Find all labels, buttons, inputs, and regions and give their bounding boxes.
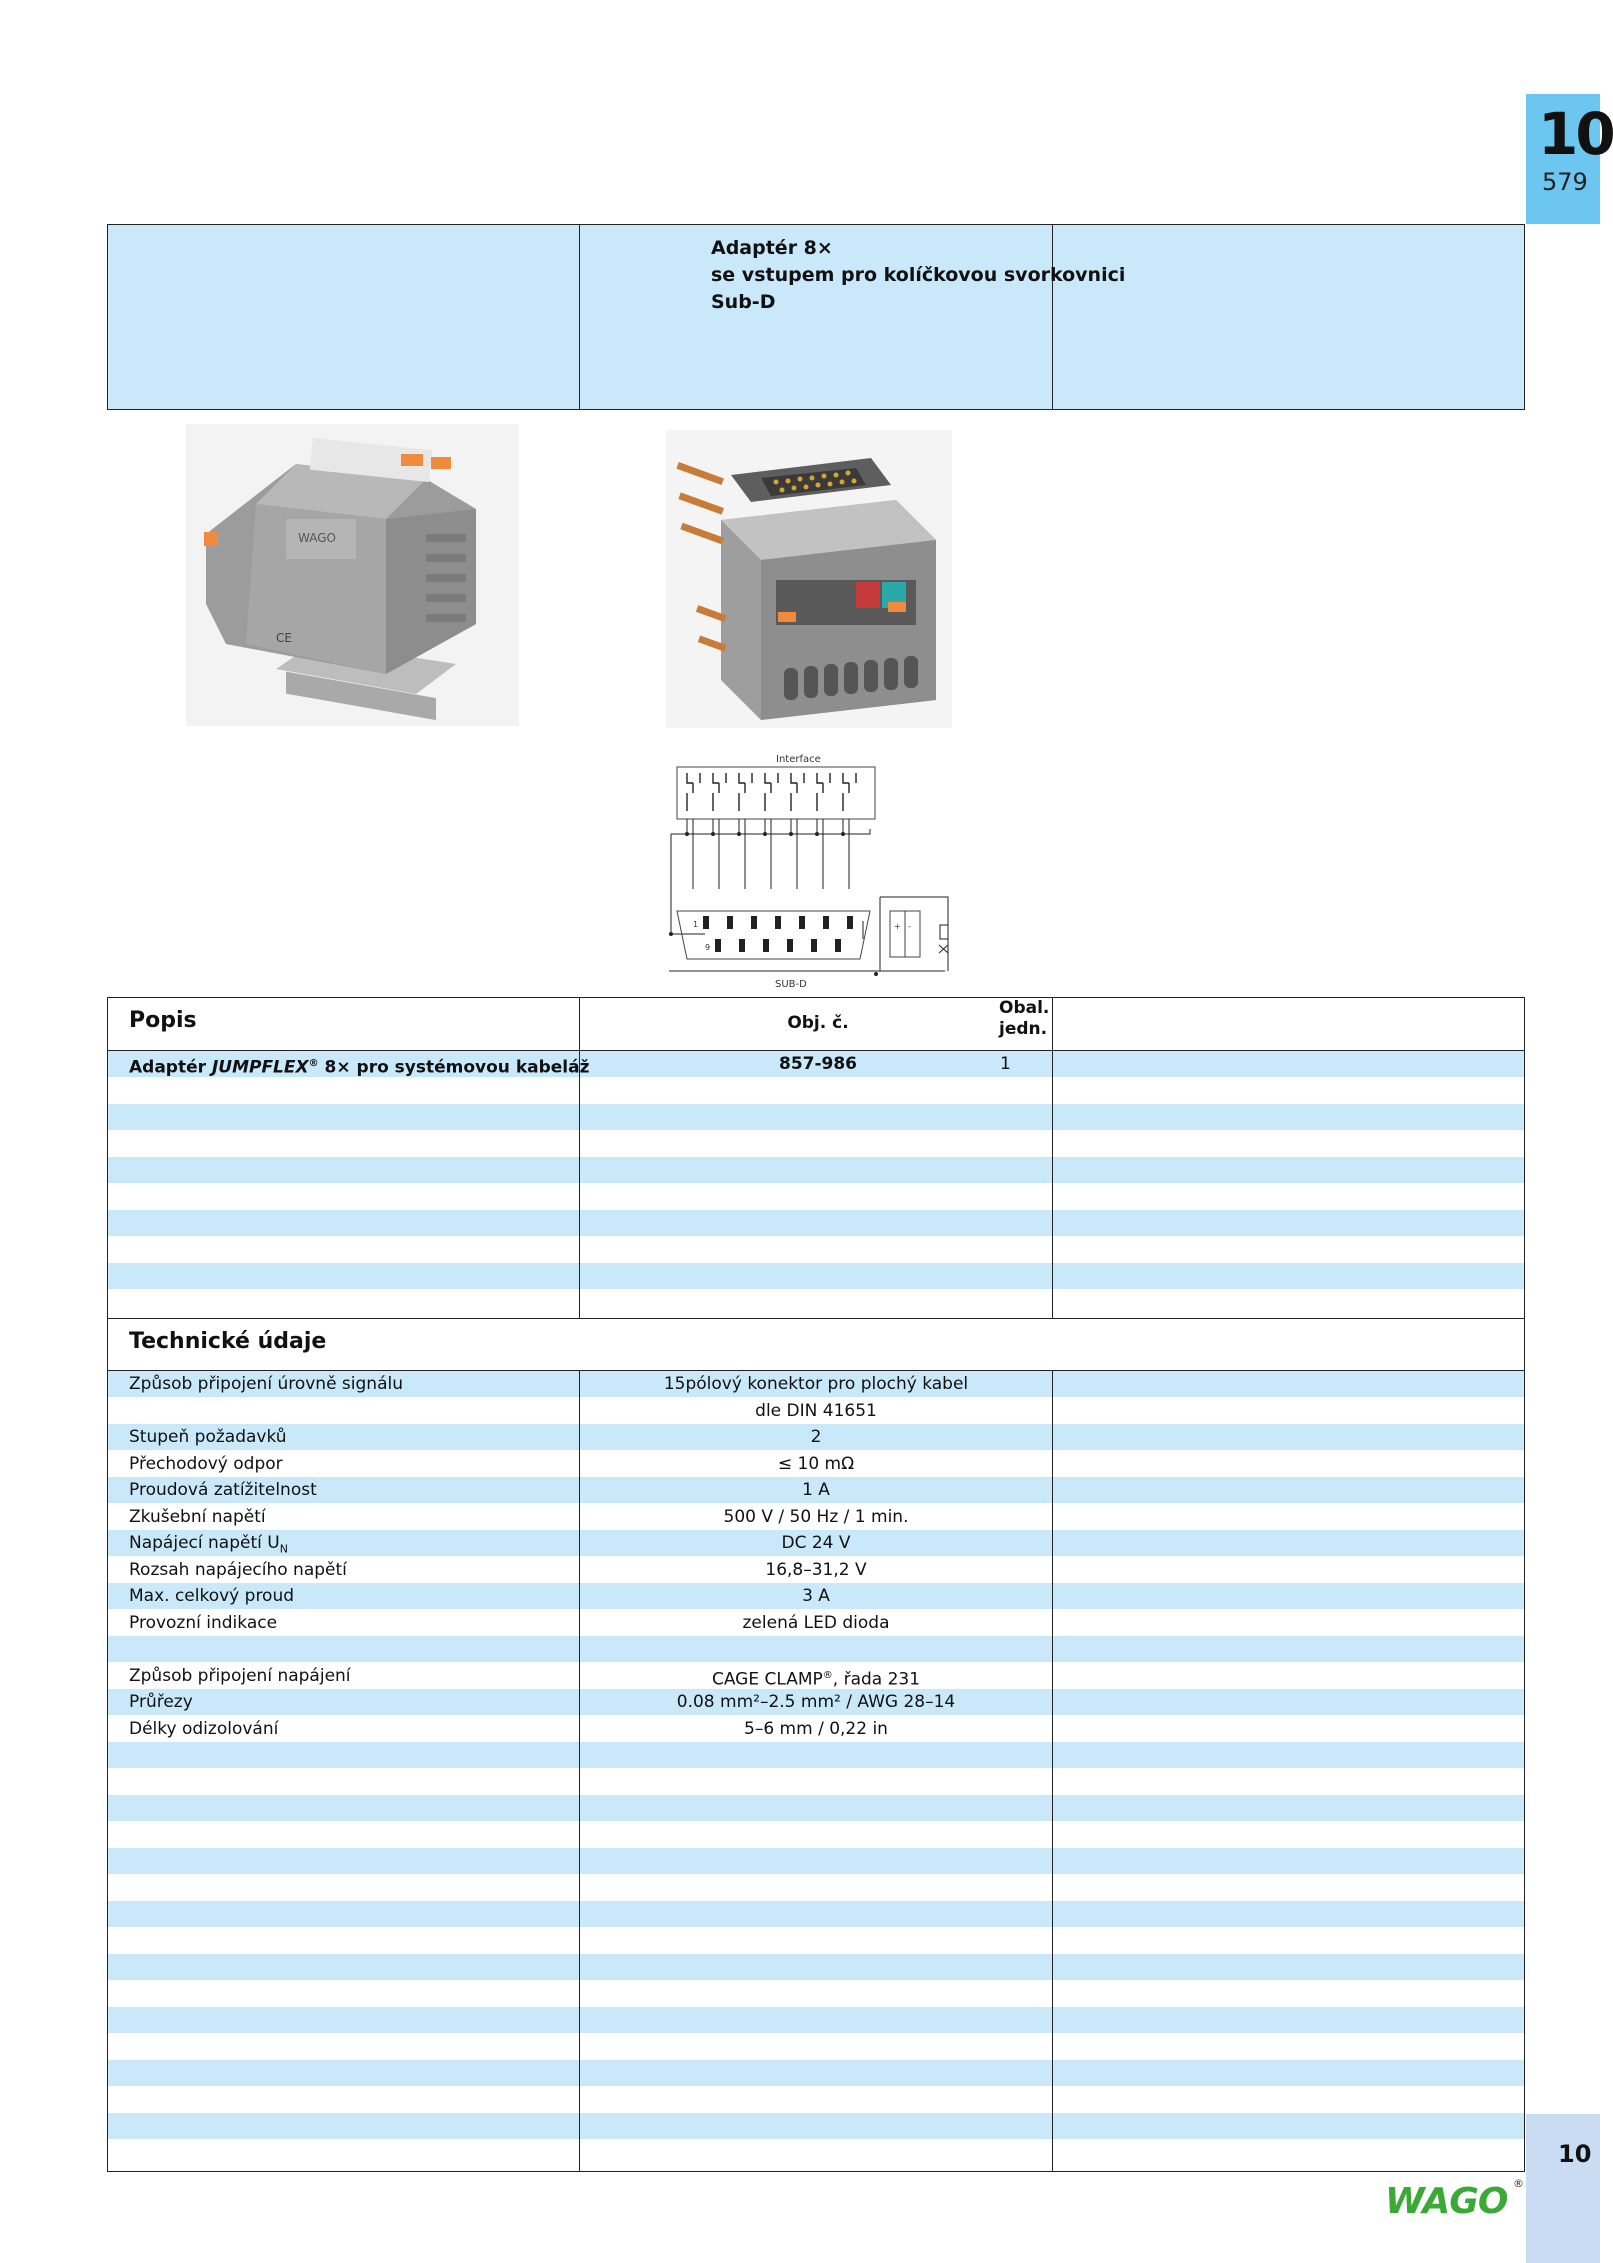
wago-logo bbox=[1385, 2173, 1525, 2227]
tech-value: 16,8–31,2 V bbox=[765, 1560, 867, 1580]
header-divider bbox=[579, 225, 580, 409]
tech-value: 2 bbox=[810, 1427, 822, 1447]
chapter-tab bbox=[1526, 94, 1613, 224]
tech-label: Proudová zatížitelnost bbox=[129, 1480, 317, 1500]
tech-value: ≤ 10 mΩ bbox=[777, 1454, 855, 1474]
column-header-description: Popis bbox=[129, 1008, 197, 1033]
tech-value: DC 24 V bbox=[781, 1533, 851, 1553]
tech-section-title: Technické údaje bbox=[129, 1329, 327, 1354]
product-title-line: Adaptér 8× bbox=[711, 237, 833, 259]
tech-label-text: Napájecí napětí U bbox=[129, 1533, 280, 1553]
tech-value: 5–6 mm / 0,22 in bbox=[744, 1719, 888, 1739]
product-table bbox=[107, 997, 1525, 2172]
tech-label: Max. celkový proud bbox=[129, 1586, 295, 1606]
product-photo-rail-adapter bbox=[186, 424, 519, 726]
tech-label: Způsob připojení napájení bbox=[129, 1666, 351, 1686]
diagram-pin1-label: 1 bbox=[693, 920, 699, 929]
bottom-chapter-number: 10 bbox=[1558, 2140, 1592, 2168]
registered-mark: ® bbox=[308, 1058, 319, 1069]
tech-value-text: CAGE CLAMP bbox=[711, 1669, 823, 1690]
pack-unit-line: jedn. bbox=[999, 1019, 1048, 1039]
product-order-number: 857-986 bbox=[778, 1054, 858, 1074]
svg-text:-: - bbox=[908, 922, 911, 931]
tech-value: 1 A bbox=[802, 1480, 830, 1500]
product-brand: JUMPFLEX bbox=[211, 1057, 309, 1078]
page-number: 579 bbox=[1542, 168, 1588, 196]
tech-value: zelená LED dioda bbox=[742, 1613, 890, 1633]
bottom-chapter-tab bbox=[1526, 2114, 1600, 2263]
tech-label: Délky odizolování bbox=[129, 1719, 279, 1739]
tech-value: 15pólový konektor pro plochý kabel bbox=[663, 1374, 969, 1394]
product-title bbox=[711, 235, 1125, 316]
tech-label: Zkušební napětí bbox=[129, 1507, 266, 1527]
product-title-line: se vstupem pro kolíčkovou svorkovnici bbox=[711, 264, 1126, 286]
svg-text:WAGO: WAGO bbox=[1385, 2181, 1508, 2222]
tech-value: 500 V / 50 Hz / 1 min. bbox=[723, 1507, 909, 1527]
tech-label: Rozsah napájecího napětí bbox=[129, 1560, 347, 1580]
diagram-subd-label: SUB-D bbox=[775, 979, 807, 990]
tech-value-rest: , řada 231 bbox=[832, 1669, 921, 1690]
column-header-pack-unit bbox=[999, 998, 1049, 1040]
product-title-line: Sub-D bbox=[711, 291, 776, 313]
diagram-pin9-label: 9 bbox=[705, 943, 711, 952]
diagram-interface-label: Interface bbox=[776, 754, 821, 765]
column-header-order-no: Obj. č. bbox=[787, 1013, 849, 1033]
tech-label: Stupeň požadavků bbox=[129, 1427, 287, 1447]
chapter-number: 10 bbox=[1538, 100, 1613, 168]
product-row-description bbox=[129, 1051, 590, 1081]
product-photo-subd-adapter bbox=[666, 430, 952, 728]
svg-text:®: ® bbox=[1513, 2177, 1524, 2190]
tech-label: Přechodový odpor bbox=[129, 1454, 283, 1474]
product-desc-prefix: Adaptér bbox=[129, 1057, 212, 1078]
product-pack-unit: 1 bbox=[1000, 1054, 1011, 1074]
pack-unit-line: Obal. bbox=[999, 998, 1050, 1018]
svg-text:+: + bbox=[894, 922, 901, 931]
product-desc-suffix: 8× pro systémovou kabeláž bbox=[318, 1057, 590, 1078]
tech-label: Průřezy bbox=[129, 1692, 193, 1712]
tech-value: 3 A bbox=[802, 1586, 830, 1606]
svg-text:WAGO: WAGO bbox=[298, 531, 336, 545]
svg-text:CE: CE bbox=[276, 631, 292, 645]
tech-value: dle DIN 41651 bbox=[755, 1401, 877, 1421]
registered-mark: ® bbox=[822, 1670, 833, 1681]
tech-label: Způsob připojení úrovně signálu bbox=[129, 1374, 403, 1394]
tech-label: Provozní indikace bbox=[129, 1613, 278, 1633]
tech-label-subscript: N bbox=[279, 1542, 288, 1556]
wiring-diagram bbox=[665, 749, 965, 994]
tech-value: 0.08 mm²–2.5 mm² / AWG 28–14 bbox=[676, 1692, 956, 1712]
product-header bbox=[107, 224, 1525, 410]
